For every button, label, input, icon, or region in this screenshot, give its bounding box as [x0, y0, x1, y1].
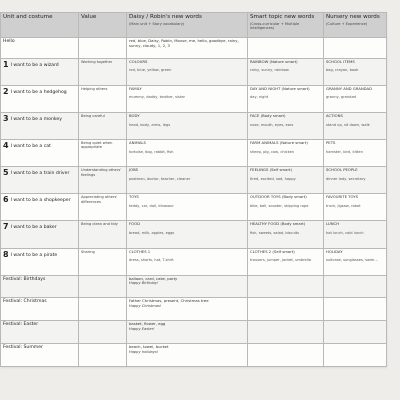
unit-cell: Festival: Christmas [1, 298, 79, 321]
nursery-cell: GRANNY AND GRANDAD granny, grandad [324, 85, 387, 112]
nursery-cell: FAVOURITE TOYS truck, jigsaw, robot [324, 194, 387, 221]
table-row-unit-2 [1, 85, 387, 112]
nursery-cell: HOLIDAY suitcase, sunglasses, swim... [324, 248, 387, 275]
daisy-cell: JOBS postman, doctor, teacher, cleaner [127, 167, 248, 194]
smart-cell: FARM ANIMALS (Nature smart) sheep, pig, cow, chicken [248, 140, 324, 167]
document-page [0, 12, 386, 367]
table-row-festival-easter [1, 321, 387, 344]
smart-cell [248, 298, 324, 321]
table-row-unit-8 [1, 248, 387, 275]
daisy-cell: ANIMALS tortoise, dog, rabbit, fish [127, 140, 248, 167]
table-row-festival-christmas [1, 298, 387, 321]
smart-cell [248, 275, 324, 298]
value-cell [79, 275, 127, 298]
nursery-cell [324, 275, 387, 298]
unit-cell: 5 I want to be a train driver [1, 167, 79, 194]
daisy-cell: beach, towel, bucket Happy holidays! [127, 344, 248, 367]
value-cell: Working together [79, 58, 127, 85]
unit-cell: 1 I want to be a wizard [1, 58, 79, 85]
daisy-cell: BODY head, body, arms, legs [127, 112, 248, 139]
daisy-cell: Father Christmas, present, Christmas tree Happy Christmas! [127, 298, 248, 321]
unit-cell: Festival: Summer [1, 344, 79, 367]
daisy-cell: basket, flower, egg Happy Easter! [127, 321, 248, 344]
unit-cell: 7 I want to be a baker [1, 221, 79, 248]
nursery-cell [324, 38, 387, 59]
unit-cell: Hello [1, 38, 79, 59]
smart-cell [248, 38, 324, 59]
table-row-festival-birthdays [1, 275, 387, 298]
daisy-cell: red, blue, Daisy, Robin, Mouse, me, hello, goodbye, rainy, sunny, cloudy, 1, 2, 3 [127, 38, 248, 59]
value-cell [79, 298, 127, 321]
smart-cell: DAY AND NIGHT (Nature smart) day, night [248, 85, 324, 112]
nursery-cell [324, 298, 387, 321]
header-daisy: Daisy / Robin's new words (Main unit + Story vocabulary) [127, 13, 248, 38]
unit-cell: Festival: Birthdays [1, 275, 79, 298]
header-nursery: Nursery new words (Culture + Experience) [324, 13, 387, 38]
table-row-unit-4 [1, 140, 387, 167]
value-cell [79, 321, 127, 344]
header-unit: Unit and costume [1, 13, 79, 38]
table-row-unit-7 [1, 221, 387, 248]
daisy-cell: balloon, card, cake, party Happy Birthday! [127, 275, 248, 298]
value-cell [79, 344, 127, 367]
header-value: Value [79, 13, 127, 38]
smart-cell [248, 321, 324, 344]
value-cell: Appreciating others' differences [79, 194, 127, 221]
value-cell [79, 38, 127, 59]
unit-cell: 8 I want to be a pirate [1, 248, 79, 275]
nursery-cell: LUNCH hot lunch, cold lunch [324, 221, 387, 248]
daisy-cell: FOOD bread, milk, apples, eggs [127, 221, 248, 248]
unit-cell: 2 I want to be a hedgehog [1, 85, 79, 112]
daisy-cell: CLOTHES 1 dress, shorts, hat, T-shirt [127, 248, 248, 275]
value-cell: Understanding others' feelings [79, 167, 127, 194]
daisy-cell: FAMILY mummy, daddy, brother, sister [127, 85, 248, 112]
smart-cell: FEELINGS (Self smart) tired, excited, sad, happy [248, 167, 324, 194]
table-row-unit-1 [1, 58, 387, 85]
smart-cell: OUTDOOR TOYS (Body smart) bike, ball, scooter, skipping rope [248, 194, 324, 221]
smart-cell: FACE (Body smart) nose, mouth, eyes, ears [248, 112, 324, 139]
table-row-unit-5 [1, 167, 387, 194]
header-smart: Smart topic new words (Cross-curricular + Multiple intelligences) [248, 13, 324, 38]
nursery-cell [324, 321, 387, 344]
value-cell: Being careful [79, 112, 127, 139]
unit-cell: 4 I want to be a cat [1, 140, 79, 167]
table-row-unit-6 [1, 194, 387, 221]
smart-cell: RAINBOW (Nature smart) rainy, sunny, rainbow [248, 58, 324, 85]
value-cell: Sharing [79, 248, 127, 275]
smart-cell: CLOTHES 2 (Self smart) trousers, jumper, jacket, umbrella [248, 248, 324, 275]
table-row-festival-summer [1, 344, 387, 367]
daisy-cell: COLOURS red, blue, yellow, green [127, 58, 248, 85]
table-row-unit-3 [1, 112, 387, 139]
unit-cell: 6 I want to be a shopkeeper [1, 194, 79, 221]
nursery-cell [324, 344, 387, 367]
unit-cell: 3 I want to be a monkey [1, 112, 79, 139]
value-cell: Helping others [79, 85, 127, 112]
nursery-cell: SCHOOL ITEMS bag, crayon, book [324, 58, 387, 85]
table-row-hello [1, 38, 387, 59]
header-row [1, 13, 387, 38]
smart-cell [248, 344, 324, 367]
smart-cell: HEALTHY FOOD (Body smart) fish, sweets, salad, biscuits [248, 221, 324, 248]
value-cell: Being clean and tidy [79, 221, 127, 248]
unit-cell: Festival: Easter [1, 321, 79, 344]
nursery-cell: SCHOOL PEOPLE dinner lady, secretary [324, 167, 387, 194]
syllabus-table [0, 12, 387, 367]
nursery-cell: PETS hamster, bird, kitten [324, 140, 387, 167]
nursery-cell: ACTIONS stand up, sit down, walk [324, 112, 387, 139]
value-cell: Being quiet when appropriate [79, 140, 127, 167]
daisy-cell: TOYS teddy, car, doll, dinosaur [127, 194, 248, 221]
